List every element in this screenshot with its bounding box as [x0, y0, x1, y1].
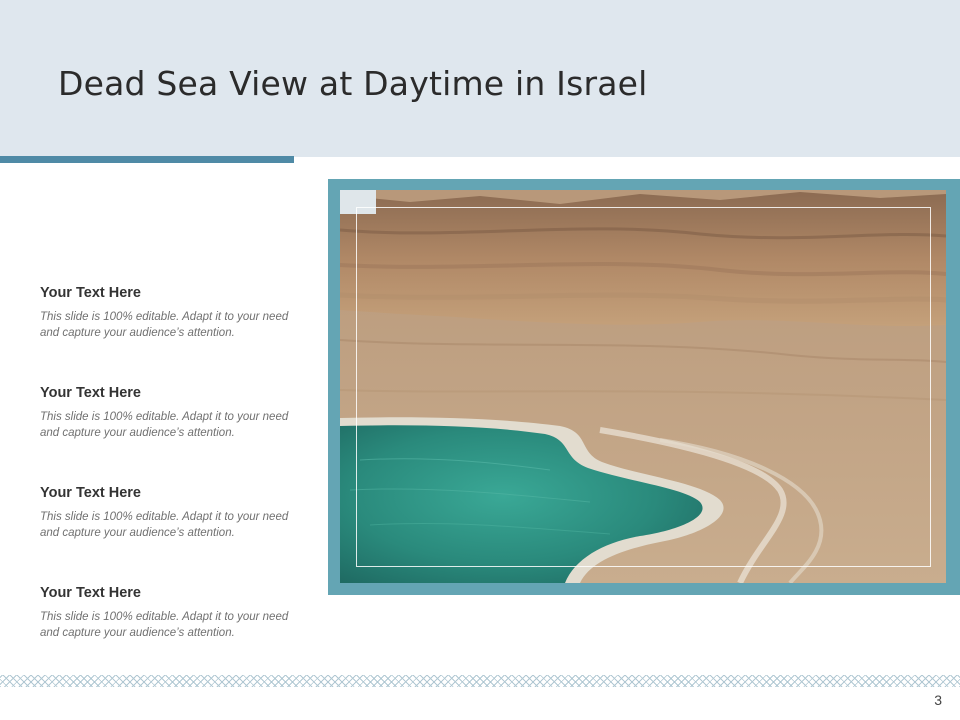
text-item-4[interactable]	[40, 584, 310, 641]
text-item-2[interactable]	[40, 384, 310, 441]
text-item-heading[interactable]: Your Text Here	[40, 585, 141, 601]
text-item-body[interactable]: This slide is 100% editable. Adapt it to your need and capture your audience’s attention.	[40, 511, 289, 539]
text-item-heading[interactable]: Your Text Here	[40, 485, 141, 501]
text-item-1[interactable]	[40, 284, 310, 341]
text-item-heading[interactable]: Your Text Here	[40, 385, 141, 401]
accent-bar	[0, 156, 294, 163]
text-item-3[interactable]	[40, 484, 310, 541]
page-number: 3	[934, 692, 942, 708]
text-item-body[interactable]: This slide is 100% editable. Adapt it to your need and capture your audience’s attention.	[40, 411, 289, 439]
photo-inner-border	[356, 207, 931, 567]
text-item-body[interactable]: This slide is 100% editable. Adapt it to your need and capture your audience’s attention.	[40, 311, 289, 339]
text-item-body[interactable]: This slide is 100% editable. Adapt it to your need and capture your audience’s attention.	[40, 611, 289, 639]
slide-title[interactable]: Dead Sea View at Daytime in Israel	[58, 64, 648, 103]
text-item-heading[interactable]: Your Text Here	[40, 285, 141, 301]
footer-pattern	[0, 675, 960, 687]
